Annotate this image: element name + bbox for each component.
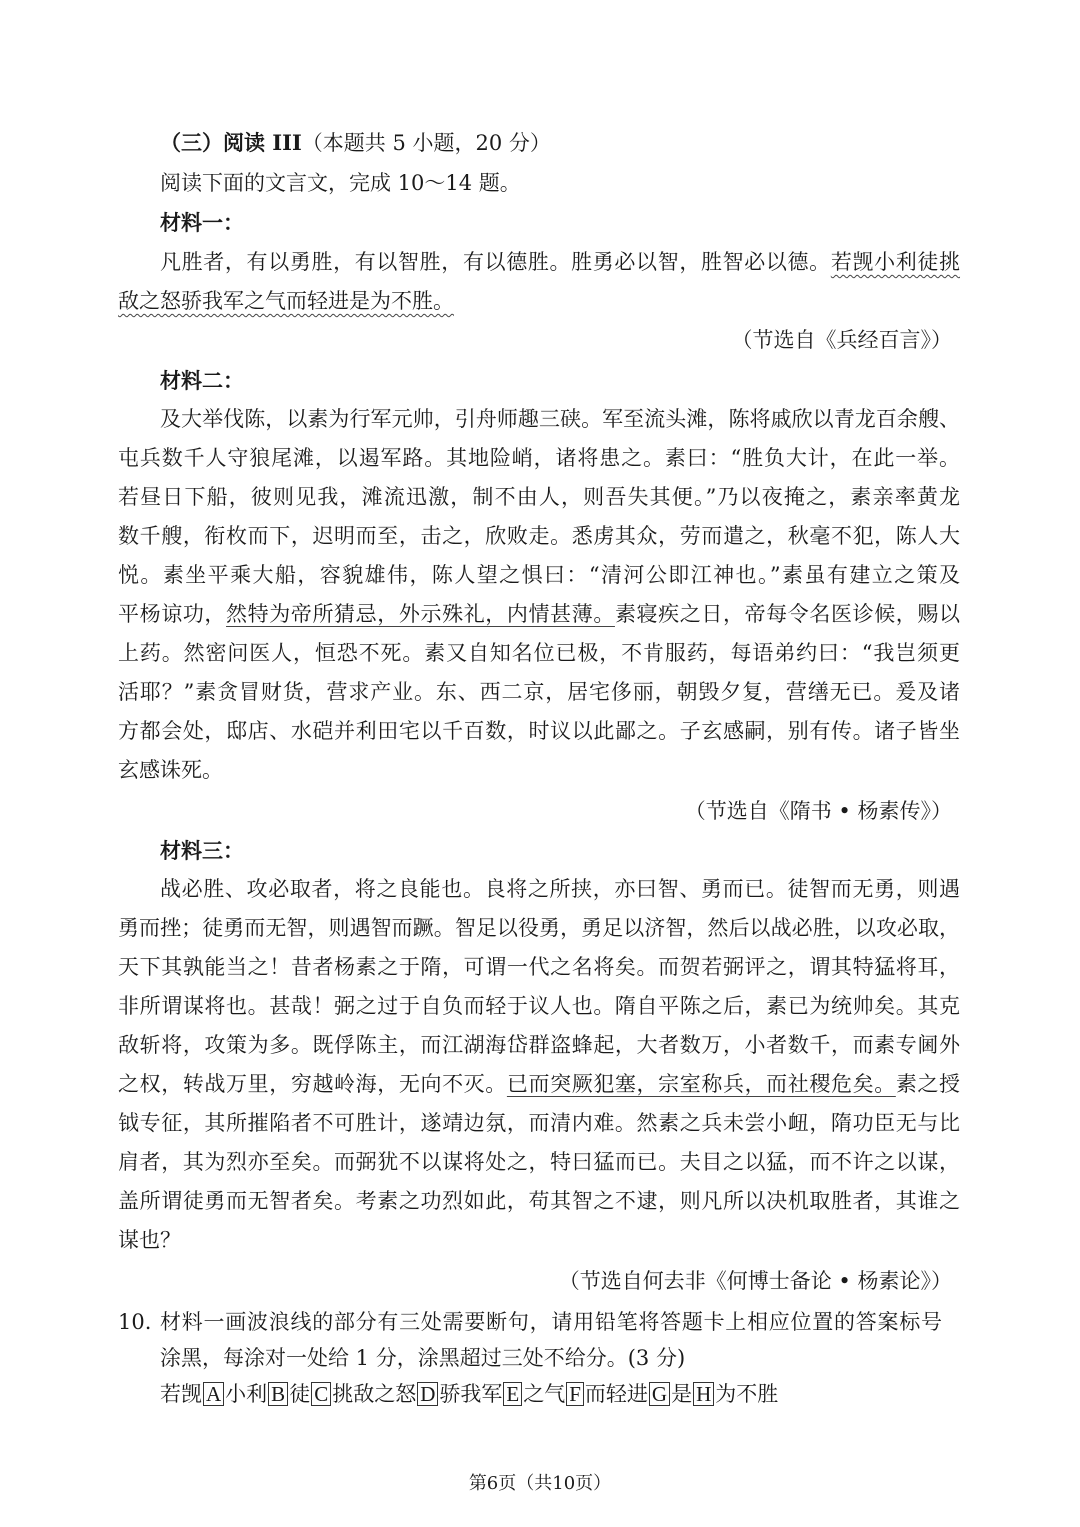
material2-text: 平杨谅功， xyxy=(118,602,227,626)
material1-line-2 xyxy=(118,286,454,316)
material1-wavy-text-b: 敌之怒骄我军之气而轻进是为不胜。 xyxy=(118,289,454,313)
material3-underlined-sentence: 已而突厥犯塞，宗室称兵，而社稷危矣。 xyxy=(506,1072,896,1096)
section-title-bold: （三）阅读 III xyxy=(160,130,302,155)
material1-text: 凡胜者，有以勇胜，有以智胜，有以德胜。胜勇必以智，胜智必以德。 xyxy=(160,250,831,274)
option-text: 之气 xyxy=(523,1382,566,1406)
answer-box-g[interactable]: G xyxy=(649,1382,670,1406)
option-text: 是 xyxy=(671,1382,693,1406)
material3-line-1: 战必胜、攻必取者，将之良能也。良将之所挟，亦曰智、勇而已。徒智而无勇，则遇 xyxy=(160,877,960,901)
material3-line-3: 天下其孰能当之！昔者杨素之于隋，可谓一代之名将矣。而贺若弼评之，谓其特猛将耳， xyxy=(118,955,960,979)
section-title xyxy=(160,128,551,158)
material2-line-9: 方都会处，邸店、水硙并利田宅以千百数，时议以此鄙之。子玄感嗣，别有传。诸子皆坐 xyxy=(118,719,960,743)
material2-source: （节选自《隋书 • 杨素传》） xyxy=(684,799,952,823)
question-10-number: 10. xyxy=(118,1310,152,1334)
question-10-answer-options xyxy=(160,1379,778,1409)
material2-line-1: 及大举伐陈，以素为行军元帅，引舟师趣三硖。军至流头滩，陈将戚欣以青龙百余艘、 xyxy=(160,407,960,431)
material2-label: 材料二： xyxy=(160,368,244,393)
material3-label: 材料三： xyxy=(160,838,244,863)
answer-box-d[interactable]: D xyxy=(417,1382,438,1406)
option-text: 小利 xyxy=(225,1382,268,1406)
material3-text: 之权，转战万里，穷越岭海，无向不灭。 xyxy=(118,1072,507,1096)
answer-box-b[interactable]: B xyxy=(268,1382,288,1406)
question-10-line-1: 材料一画波浪线的部分有三处需要断句，请用铅笔将答题卡上相应位置的答案标号 xyxy=(160,1310,942,1334)
material3-line-7: 钺专征，其所摧陷者不可胜计，遂靖边氛，而清内难。然素之兵未尝小衄，隋功臣无与比 xyxy=(118,1111,960,1135)
material1-wavy-text-a: 若觊小利徒挑 xyxy=(830,250,961,274)
answer-box-h[interactable]: H xyxy=(693,1382,714,1406)
material2-line-6 xyxy=(118,599,960,629)
material2-line-10: 玄感诛死。 xyxy=(118,758,223,782)
material3-line-4: 非所谓谋将也。甚哉！弼之过于自负而轻于议人也。隋自平陈之后，素已为统帅矣。其克 xyxy=(118,994,960,1018)
page-footer: 第6页（共10页） xyxy=(468,1473,612,1494)
answer-box-c[interactable]: C xyxy=(311,1382,331,1406)
material3-text: 素之授 xyxy=(895,1072,961,1096)
material2-underlined-sentence: 然特为帝所猜忌，外示殊礼，内情甚薄。 xyxy=(226,602,615,626)
question-10-line-2: 涂黑，每涂对一处给 1 分，涂黑超过三处不给分。(3 分) xyxy=(160,1346,686,1370)
material1-source: （节选自《兵经百言》） xyxy=(731,328,952,352)
material2-line-5: 悦。素坐平乘大船，容貌雄伟，陈人望之惧曰：“清河公即江神也。”素虽有建立之策及 xyxy=(118,563,960,587)
material3-line-9: 盖所谓徒勇而无智者矣。考素之功烈如此，苟其智之不逮，则凡所以决机取胜者，其谁之 xyxy=(118,1189,960,1213)
option-text: 骄我军 xyxy=(439,1382,503,1406)
material3-line-2: 勇而挫；徒勇而无智，则遇智而蹶。智足以役勇，勇足以济智，然后以战必胜，以攻必取， xyxy=(118,916,960,940)
material2-line-7: 上药。然密问医人，恒恐不死。素又自知名位已极，不肯服药，每语弟约曰：“我岂须更 xyxy=(118,641,960,665)
option-text: 为不胜 xyxy=(715,1382,779,1406)
material1-label: 材料一： xyxy=(160,210,244,235)
material2-line-3: 若昼日下船，彼则见我，滩流迅激，制不由人，则吾失其便。”乃以夜掩之，素亲率黄龙 xyxy=(118,485,960,509)
option-text: 若觊 xyxy=(160,1382,202,1406)
answer-box-a[interactable]: A xyxy=(203,1382,224,1406)
option-text: 徒 xyxy=(289,1382,311,1406)
material2-line-8: 活耶？”素贪冒财货，营求产业。东、西二京，居宅侈丽，朝毁夕复，营缮无已。爰及诸 xyxy=(118,680,960,704)
material3-line-10: 谋也？ xyxy=(118,1228,181,1252)
answer-box-e[interactable]: E xyxy=(503,1382,522,1406)
option-text: 而轻进 xyxy=(584,1382,648,1406)
material2-text: 素寝疾之日，帝每令名医诊候，赐以 xyxy=(614,602,961,626)
material1-line-1 xyxy=(160,247,960,277)
section-title-rest: （本题共 5 小题，20 分） xyxy=(301,131,551,155)
material3-line-5: 敌斩将，攻策为多。既俘陈主，而江湖海岱群盗蜂起，大者数万，小者数千，而素专阃外 xyxy=(118,1033,960,1057)
material3-line-6 xyxy=(118,1069,960,1099)
material2-line-2: 屯兵数千人守狼尾滩，以遏军路。其地险峭，诸将患之。素曰：“胜负大计，在此一举。 xyxy=(118,446,960,470)
answer-box-f[interactable]: F xyxy=(566,1382,584,1406)
material2-line-4: 数千艘，衔枚而下，迟明而至，击之，欣败走。悉虏其众，劳而遣之，秋毫不犯，陈人大 xyxy=(118,524,960,548)
material3-source: （节选自何去非《何博士备论 • 杨素论》） xyxy=(558,1269,952,1293)
option-text: 挑敌之怒 xyxy=(332,1382,417,1406)
material3-line-8: 肩者，其为烈亦至矣。而弼犹不以谋将处之，特曰猛而已。夫目之以猛，而不许之以谋， xyxy=(118,1150,960,1174)
section-instruction: 阅读下面的文言文，完成 10～14 题。 xyxy=(160,171,521,195)
